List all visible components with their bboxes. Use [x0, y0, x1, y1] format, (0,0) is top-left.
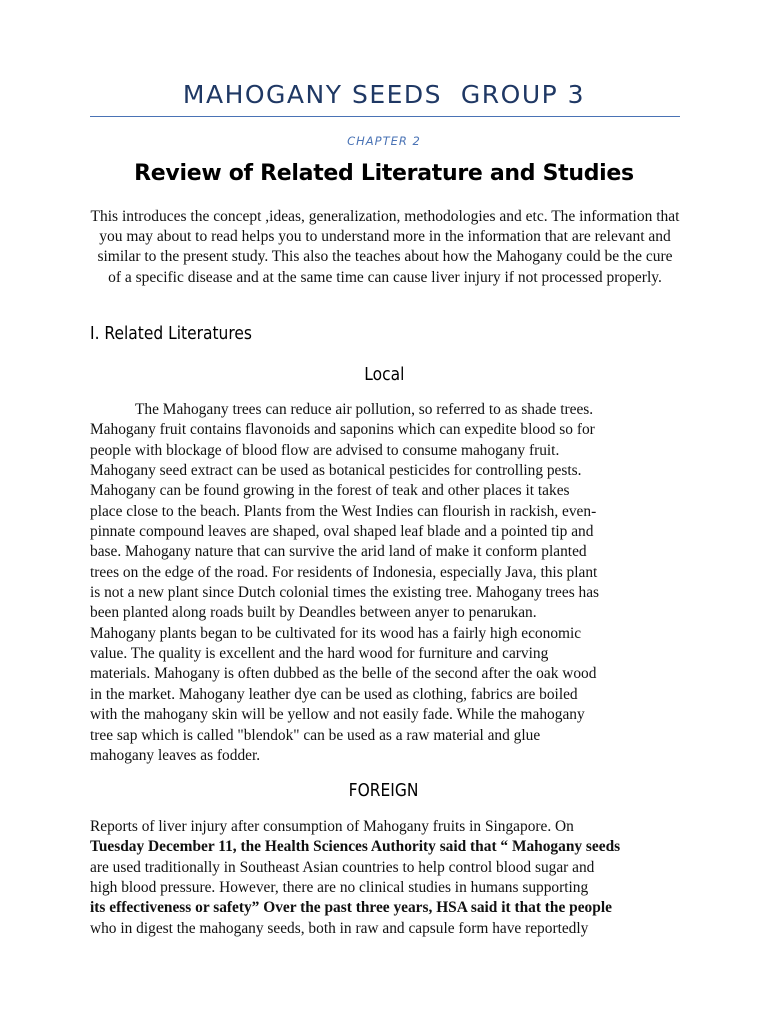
local-paragraph-line: Mahogany plants began to be cultivated for its wood has a fairly high economic	[90, 624, 582, 642]
text-run: high blood pressure. However, there are no clinical studies in humans supporting	[90, 879, 589, 897]
local-paragraph-line: base. Mahogany nature that can survive the arid land of make it conform planted	[90, 543, 587, 561]
local-paragraph-line: pinnate compound leaves are shaped, oval shaped leaf blade and a pointed tip and	[90, 523, 594, 541]
bold-text: Tuesday December 11, the Health Sciences Authority said that “ Mahogany seeds	[90, 838, 621, 856]
chapter-label: CHAPTER 2	[347, 134, 421, 148]
text-run: are used traditionally in Southeast Asian countries to help control blood sugar and	[90, 858, 595, 876]
local-paragraph-line: mahogany leaves as fodder.	[90, 746, 261, 764]
foreign-paragraph-line	[90, 837, 680, 857]
local-paragraph-line: Mahogany seed extract can be used as botanical pesticides for controlling pests.	[90, 462, 582, 480]
foreign-paragraph-line	[90, 919, 680, 939]
foreign-heading	[0, 780, 768, 801]
local-paragraph-line: materials. Mahogany is often dubbed as the belle of the second after the oak wood	[90, 665, 597, 683]
local-paragraph-line: been planted along roads built by Deandles between anyer to penarukan.	[90, 604, 537, 622]
local-paragraph-line: place close to the beach. Plants from the West Indies can flourish in rackish, even-	[90, 502, 597, 520]
local-paragraph-line: people with blockage of blood flow are advised to consume mahogany fruit.	[90, 441, 560, 459]
title-underline	[90, 116, 680, 117]
foreign-heading-text: FOREIGN	[349, 780, 419, 801]
foreign-paragraph	[90, 817, 680, 939]
text-run: Reports of liver injury after consumption of Mahogany fruits in Singapore. On	[90, 818, 574, 835]
local-paragraph-line: The Mahogany trees can reduce air pollution, so referred to as shade trees.	[135, 401, 594, 418]
section-title: I. Related Literatures	[90, 323, 252, 344]
local-paragraph-line: Mahogany can be found growing in the forest of teak and other places it takes	[90, 482, 570, 500]
local-paragraph-line: with the mahogany skin will be yellow and not easily fade. While the mahogany	[90, 706, 585, 724]
local-paragraph-line: value. The quality is excellent and the hard wood for furniture and carving	[90, 645, 549, 663]
foreign-paragraph-line	[90, 898, 680, 918]
text-run: who in digest the mahogany seeds, both in raw and capsule form have reportedly	[90, 919, 589, 937]
foreign-paragraph-line	[90, 817, 680, 837]
bold-text: its effectiveness or safety” Over the past three years, HSA said it that the people	[90, 899, 612, 917]
local-heading	[0, 364, 768, 385]
local-paragraph-line: tree sap which is called "blendok" can be used as a raw material and glue	[90, 726, 541, 744]
foreign-paragraph-line	[90, 878, 680, 898]
local-paragraph-line: trees on the edge of the road. For residents of Indonesia, especially Java, this plant	[90, 563, 598, 581]
local-paragraph-line: is not a new plant since Dutch colonial times the existing tree. Mahogany trees has	[90, 584, 600, 602]
local-paragraph-line: in the market. Mahogany leather dye can be used as clothing, fabrics are boiled	[90, 685, 578, 703]
local-paragraph-line: Mahogany fruit contains flavonoids and saponins which can expedite blood so for	[90, 421, 595, 439]
foreign-paragraph-line	[90, 858, 680, 878]
local-heading-text: Local	[363, 364, 405, 385]
local-paragraph	[90, 400, 680, 766]
intro-paragraph: This introduces the concept ,ideas, generalization, methodologies and etc. The information that you may about to read helps you to understand more in the information that are relevant and similar to the present study. This also the teaches about how the Mahogany could be the cure of a specific disease and at the same time can cause liver injury if not processed properly.	[90, 208, 680, 286]
chapter-heading: Review of Related Literature and Studies	[134, 161, 634, 186]
document-title: MAHOGANY SEEDS GROUP 3	[182, 80, 586, 109]
